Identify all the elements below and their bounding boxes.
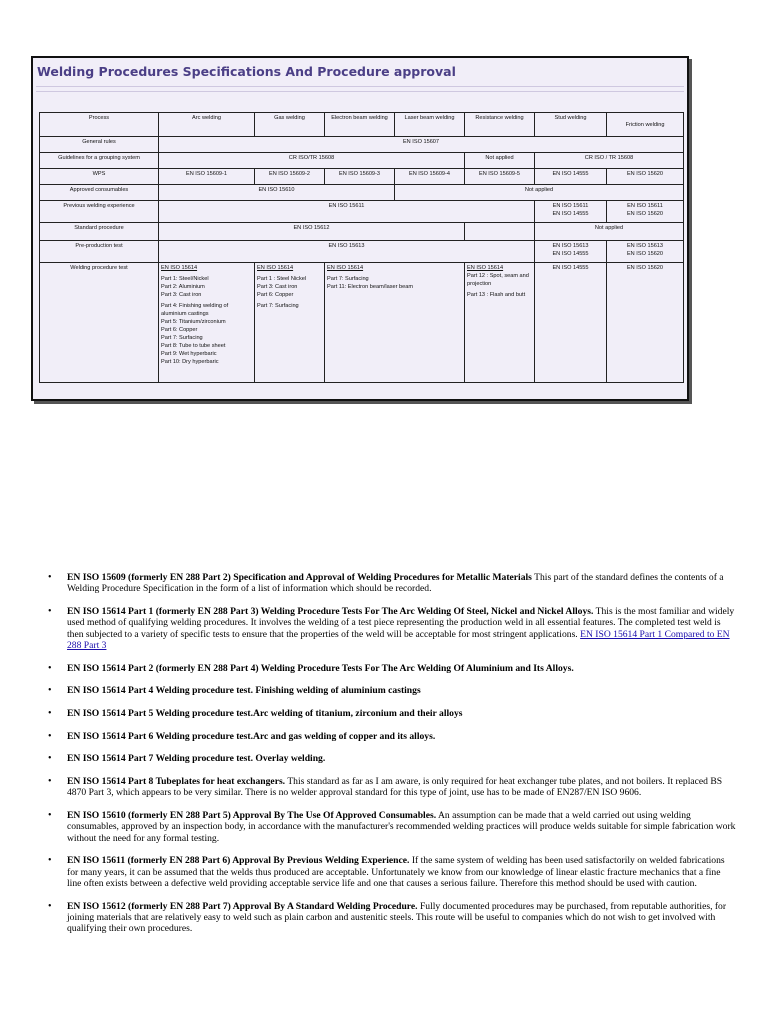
cell-test-friction: EN ISO 15620	[607, 263, 684, 383]
table-row-procedure-test	[40, 263, 684, 383]
header-gas-welding: Gas welding	[255, 113, 325, 137]
row-label: Previous welding experience	[40, 201, 159, 223]
header-stud: Stud welding	[535, 113, 607, 137]
list-item: • EN ISO 15614 Part 6 Welding procedure test.Arc and gas welding of copper and its alloys.	[46, 731, 736, 742]
list-item: • EN ISO 15614 Part 7 Welding procedure test. Overlay welding.	[46, 753, 736, 764]
cell-preproduction-friction: EN ISO 15613 EN ISO 15620	[607, 241, 684, 263]
header-laser-beam: Laser beam welding	[395, 113, 465, 137]
cell-wps-arc: EN ISO 15609-1	[159, 169, 255, 185]
cell-consumables-arc-electron: EN ISO 15610	[159, 185, 395, 201]
table-row-standard-procedure	[40, 223, 684, 241]
list-item: • EN ISO 15614 Part 4 Welding procedure test. Finishing welding of aluminium castings	[46, 685, 736, 696]
title-divider-2	[36, 91, 684, 92]
list-item: • EN ISO 15614 Part 1 (formerly EN 288 Part 3) Welding Procedure Tests For The Arc Welding Of Steel, Nickel and Nickel Alloys. This is the most familiar and widely used method of qualifying welding procedures. It involves the welding of a test piece representing the production weld in all essential features. The completed test weld is then subjected to a variety of specific tests to ensure that the properties of the weld will be acceptable for most stringent applications. EN ISO 15614 Part 1 Compared to EN 288 Part 3	[46, 606, 736, 651]
cell-previous-arc-resistance: EN ISO 15611	[159, 201, 535, 223]
header-resistance: Resistance welding	[465, 113, 535, 137]
cell-general-rules: EN ISO 15607	[159, 137, 684, 153]
table-row-general-rules	[40, 137, 684, 153]
table-row-grouping	[40, 153, 684, 169]
cell-wps-stud: EN ISO 14555	[535, 169, 607, 185]
cell-preproduction-stud: EN ISO 15613 EN ISO 14555	[535, 241, 607, 263]
list-item: • EN ISO 15609 (formerly EN 288 Part 2) Specification and Approval of Welding Procedures for Metallic Materials This part of the standard defines the contents of a Welding Procedure Specification in the form of a list of information which should be recorded.	[46, 572, 736, 595]
row-label: Welding procedure test	[40, 263, 159, 383]
cell-wps-resistance: EN ISO 15609-5	[465, 169, 535, 185]
cell-standard-stud-friction: Not applied	[535, 223, 684, 241]
header-electron-beam: Electron beam welding	[325, 113, 395, 137]
list-item: • EN ISO 15614 Part 5 Welding procedure test.Arc welding of titanium, zirconium and their alloys	[46, 708, 736, 719]
row-label: General rules	[40, 137, 159, 153]
cell-grouping-resistance: Not applied	[465, 153, 535, 169]
cell-test-stud: EN ISO 14555	[535, 263, 607, 383]
list-item: • EN ISO 15610 (formerly EN 288 Part 5) Approval By The Use Of Approved Consumables. An assumption can be made that a weld carried out using welding consumables, approved by an inspection body, in accordance with the manufacturer's recommended welding practices will produce welds suitable for simple fabrication work without the need for any formal testing.	[46, 810, 736, 844]
cell-standard-arc-laser: EN ISO 15612	[159, 223, 465, 241]
table-row-wps	[40, 169, 684, 185]
row-label: Standard procedure	[40, 223, 159, 241]
header-friction: Friction welding	[607, 113, 684, 137]
cell-previous-friction: EN ISO 15611 EN ISO 15620	[607, 201, 684, 223]
cell-test-gas: EN ISO 15614 Part 1 : Steel Nickel Part 3: Cast iron Part 6: Copper Part 7: Surfacing	[255, 263, 325, 383]
cell-grouping-arc-laser: CR ISO/TR 15608	[159, 153, 465, 169]
cell-previous-stud: EN ISO 15611 EN ISO 14555	[535, 201, 607, 223]
cell-test-arc: EN ISO 15614 Part 1: Steel/Nickel Part 2: Aluminium Part 3: Cast iron Part 4: Finishing welding of aluminium castings Part 5: Titanium/zirconium Part 6: Copper Part 7: Surfacing Part 8: Tube to tube sheet Part 9: Wet hyperbaric Part 10: Dry hyperbaric	[159, 263, 255, 383]
row-label: Approved consumables	[40, 185, 159, 201]
list-item: • EN ISO 15611 (formerly EN 288 Part 6) Approval By Previous Welding Experience. If the same system of welding has been used satisfactorily on welded fabrications for many years, it can be assumed that the welds thus produced are acceptable. Unfortunately we know from our knowledge of linear elastic fracture mechanics that a fine line often exists between a defective weld providing acceptable service life and one that causes a serious failure. Therefore this method should be used with caution.	[46, 855, 736, 889]
list-item: • EN ISO 15612 (formerly EN 288 Part 7) Approval By A Standard Welding Procedure. Fully documented procedures may be purchased, from reputable authorities, for joining materials that are relatively easy to weld such as plain carbon and austenitic steels. This route will be useful to companies which do not wish to get involved with qualifying their own procedures.	[46, 901, 736, 935]
cell-wps-gas: EN ISO 15609-2	[255, 169, 325, 185]
list-item: • EN ISO 15614 Part 8 Tubeplates for heat exchangers. This standard as far as I am aware, is only required for heat exchanger tube plates, and not boilers. It replaced BS 4870 Part 3, which appears to be very similar. There is no welder approval standard for this type of joint, use has to be made of EN287/EN ISO 9606.	[46, 776, 736, 799]
list-item: • EN ISO 15614 Part 2 (formerly EN 288 Part 4) Welding Procedure Tests For The Arc Welding Of Aluminium and Its Alloys.	[46, 663, 736, 674]
row-label: Guidelines for a grouping system	[40, 153, 159, 169]
row-label: WPS	[40, 169, 159, 185]
table-header-row	[40, 113, 684, 137]
table-row-previous-experience	[40, 201, 684, 223]
standards-notes-list	[46, 572, 736, 946]
cell-test-resistance: EN ISO 15614 Part 12 : Spot, seam and projection Part 13 : Flash and butt	[465, 263, 535, 383]
comparison-link[interactable]: EN ISO 15614 Part 1 Compared to EN 288 Part 3	[67, 628, 730, 651]
row-label: Pre-production test	[40, 241, 159, 263]
cell-preproduction-arc-resistance: EN ISO 15613	[159, 241, 535, 263]
welding-standards-table	[39, 112, 684, 383]
cell-standard-resistance	[465, 223, 535, 241]
figure-title: Welding Procedures Specifications And Procedure approval	[37, 64, 456, 79]
title-divider	[36, 86, 684, 87]
header-process: Process	[40, 113, 159, 137]
table-row-preproduction	[40, 241, 684, 263]
cell-wps-electron: EN ISO 15609-3	[325, 169, 395, 185]
cell-wps-laser: EN ISO 15609-4	[395, 169, 465, 185]
cell-wps-friction: EN ISO 15620	[607, 169, 684, 185]
table-row-consumables	[40, 185, 684, 201]
welding-procedures-figure	[31, 56, 689, 401]
cell-grouping-stud-friction: CR ISO / TR 15608	[535, 153, 684, 169]
header-arc-welding: Arc welding	[159, 113, 255, 137]
cell-test-beam: EN ISO 15614 Part 7: Surfacing Part 11: Electron beam/laser beam	[325, 263, 465, 383]
cell-consumables-rest: Not applied	[395, 185, 684, 201]
